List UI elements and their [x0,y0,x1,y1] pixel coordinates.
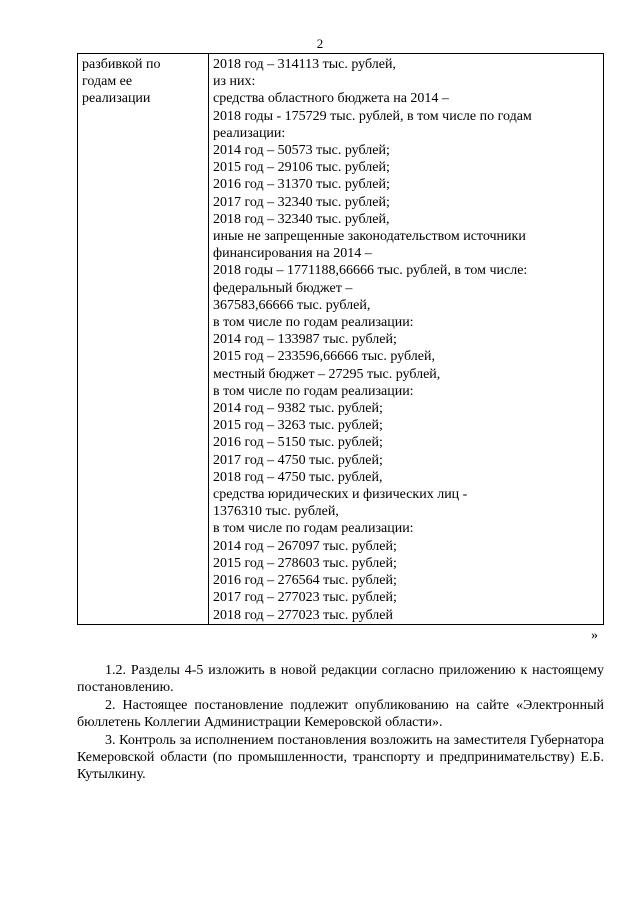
value-line: финансирования на 2014 – [213,246,372,262]
value-line: 2018 год – 314113 тыс. рублей, [213,57,396,72]
value-line: в том числе по годам реализации: [213,315,414,331]
value-line: 2015 год – 3263 тыс. рублей; [213,418,383,434]
value-line: 2017 год – 4750 тыс. рублей; [213,452,383,468]
value-line: 367583,66666 тыс. рублей, [213,297,371,313]
value-line: реализации: [213,125,286,141]
table-row [78,54,604,625]
value-line: средства областного бюджета на 2014 – [213,91,449,107]
value-line: в том числе по годам реализации: [213,521,414,537]
value-line: 2015 год – 233596,66666 тыс. рублей, [213,349,435,365]
row-label-line: реализации [82,91,151,107]
body-text [77,662,604,784]
value-line: 2018 год – 4750 тыс. рублей, [213,469,383,485]
paragraph-2: 2. Настоящее постановление подлежит опубликованию на сайте «Электронный бюллетень Коллегии Администрации Кемеровской области». [77,697,604,731]
row-label-cell [78,54,209,625]
value-line: 2018 год – 32340 тыс. рублей, [213,211,390,227]
row-value-cell [209,54,604,625]
value-line: средства юридических и физических лиц - [213,487,468,503]
value-line: из них: [213,74,256,90]
value-line: 2014 год – 50573 тыс. рублей; [213,143,390,159]
value-line: 2017 год – 32340 тыс. рублей; [213,194,390,210]
value-line: 2017 год – 277023 тыс. рублей; [213,590,397,606]
value-line: 2016 год – 31370 тыс. рублей; [213,177,390,193]
page-number: 2 [316,36,324,51]
value-line: иные не запрещенные законодательством источники [213,229,526,245]
paragraph-3: 3. Контроль за исполнением постановления возложить на заместителя Губернатора Кемеровской области (по промышленности, транспорту и предпринимательству) Е.Б. Кутылкину. [77,732,604,783]
value-line: 2018 годы - 175729 тыс. рублей, в том числе по годам [213,108,532,124]
paragraph-1-2: 1.2. Разделы 4-5 изложить в новой редакции согласно приложению к настоящему постановлению. [77,663,604,696]
row-label-line: разбивкой по [82,57,161,72]
value-line: 2018 год – 277023 тыс. рублей [213,607,393,623]
value-line: 2015 год – 278603 тыс. рублей; [213,555,397,571]
value-line: 2014 год – 133987 тыс. рублей; [213,332,397,348]
value-line: местный бюджет – 27295 тыс. рублей, [213,366,441,382]
value-line: 2014 год – 267097 тыс. рублей; [213,538,397,554]
value-line: федеральный бюджет – [213,280,353,296]
value-line: 2016 год – 276564 тыс. рублей; [213,573,397,589]
value-line: 2018 годы – 1771188,66666 тыс. рублей, в том числе: [213,263,528,279]
value-line: в том числе по годам реализации: [213,383,414,399]
value-line: 1376310 тыс. рублей, [213,504,339,520]
value-line: 2014 год – 9382 тыс. рублей; [213,401,383,417]
financing-table [77,53,604,625]
value-line: 2015 год – 29106 тыс. рублей; [213,160,390,176]
value-line: 2016 год – 5150 тыс. рублей; [213,435,383,451]
row-label-line: годам ее [82,74,133,90]
closing-quote: » [591,628,598,643]
